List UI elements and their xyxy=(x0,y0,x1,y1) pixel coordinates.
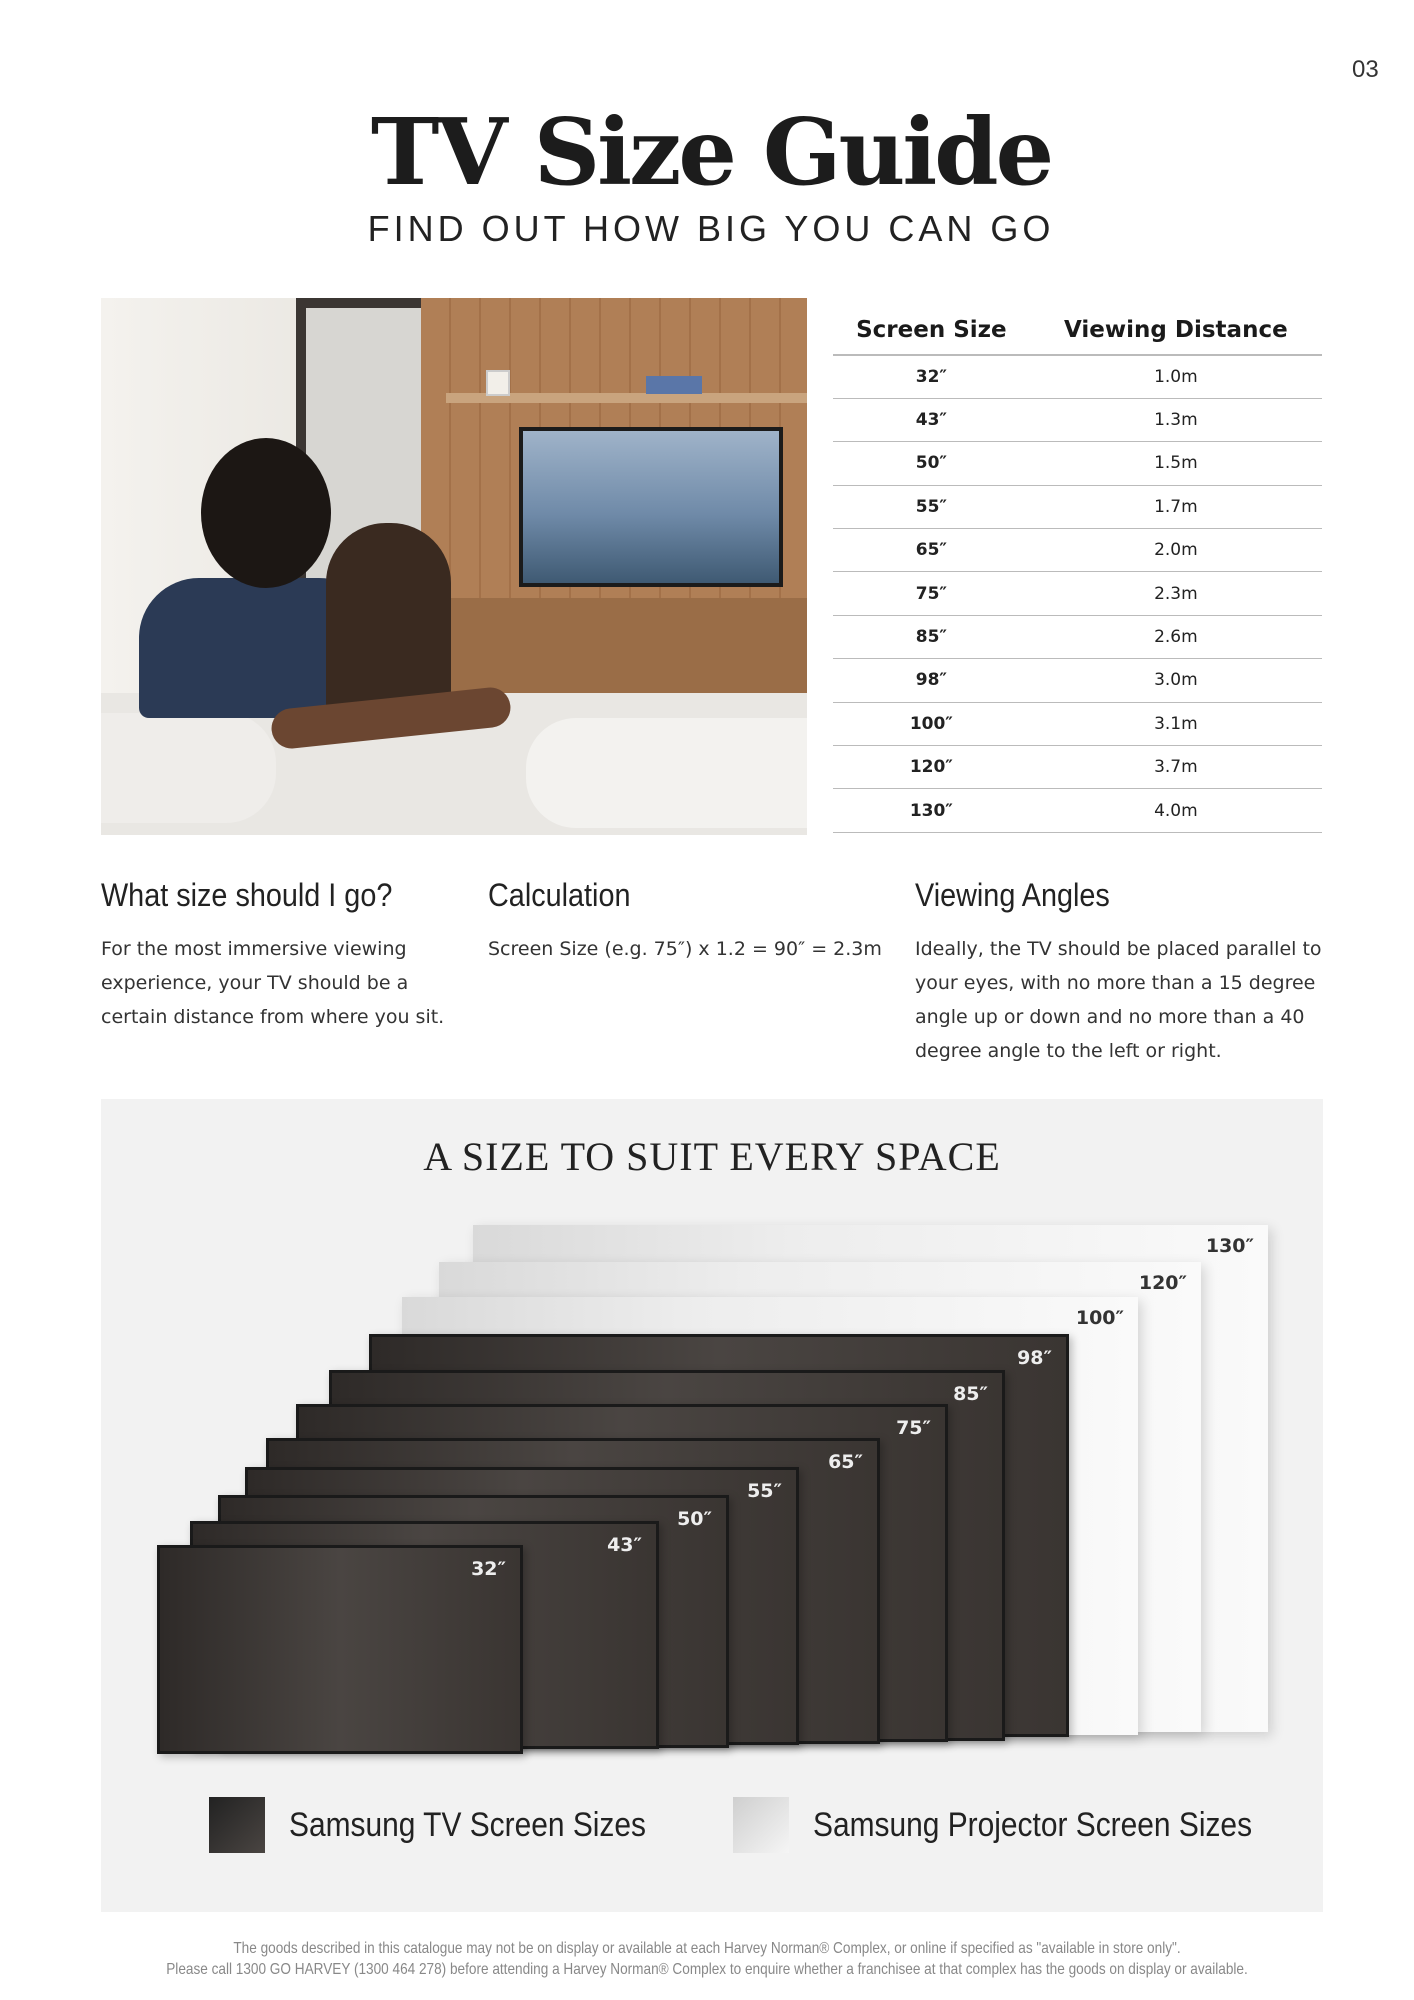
table-row xyxy=(833,485,1322,528)
table-row xyxy=(833,572,1322,615)
size-label: 130″ xyxy=(1205,1235,1254,1257)
legend-label: Samsung TV Screen Sizes xyxy=(289,1805,647,1844)
living-room-photo xyxy=(101,298,807,835)
size-label: 100″ xyxy=(1075,1307,1124,1329)
legend-label: Samsung Projector Screen Sizes xyxy=(813,1805,1253,1844)
screen-size-cell: 75″ xyxy=(833,572,1030,615)
page-number: 03 xyxy=(1352,56,1379,83)
size-label: 120″ xyxy=(1138,1272,1187,1294)
size-label: 32″ xyxy=(471,1558,506,1580)
projector-swatch-icon xyxy=(733,1797,789,1853)
info-calculation xyxy=(488,877,888,966)
info-body: Ideally, the TV should be placed parallel to your eyes, with no more than a 15 degree angle up or down and no more than a 40 degree angle to the left or right. xyxy=(915,938,1322,1062)
page-title: TV Size Guide xyxy=(370,98,1052,206)
table-row xyxy=(833,789,1322,832)
disclaimer-line: The goods described in this catalogue may not be on display or available at each Harvey Norman® Complex, or online if specified as "available in store only". xyxy=(233,1940,1181,1957)
viewing-distance-cell: 3.0m xyxy=(1030,659,1322,702)
tv-swatch-icon xyxy=(209,1797,265,1853)
viewing-distance-cell: 2.6m xyxy=(1030,615,1322,658)
viewing-distance-cell: 1.3m xyxy=(1030,398,1322,441)
screen-size-cell: 65″ xyxy=(833,529,1030,572)
info-size xyxy=(101,877,461,1034)
viewing-distance-cell: 2.3m xyxy=(1030,572,1322,615)
size-distance-table xyxy=(833,305,1322,833)
viewing-distance-cell: 2.0m xyxy=(1030,529,1322,572)
screen-size-cell: 55″ xyxy=(833,485,1030,528)
viewing-distance-cell: 4.0m xyxy=(1030,789,1322,832)
size-label: 55″ xyxy=(747,1480,782,1502)
table-row xyxy=(833,398,1322,441)
legend-tv xyxy=(209,1797,695,1853)
info-body: For the most immersive viewing experience, your TV should be a certain distance from where you sit. xyxy=(101,938,445,1028)
screen-size-cell: 85″ xyxy=(833,615,1030,658)
info-viewing-angles xyxy=(915,877,1335,1068)
screen-size-cell: 50″ xyxy=(833,442,1030,485)
viewing-distance-cell: 1.5m xyxy=(1030,442,1322,485)
viewing-distance-cell: 1.7m xyxy=(1030,485,1322,528)
size-label: 50″ xyxy=(677,1508,712,1530)
column-header: Viewing Distance xyxy=(1030,305,1322,355)
screen-size-cell: 120″ xyxy=(833,746,1030,789)
screen-size-cell: 43″ xyxy=(833,398,1030,441)
comparison-title: A SIZE TO SUIT EVERY SPACE xyxy=(423,1134,1001,1179)
screen-size-cell: 100″ xyxy=(833,702,1030,745)
size-label: 65″ xyxy=(828,1451,863,1473)
size-label: 85″ xyxy=(953,1383,988,1405)
disclaimer-line: Please call 1300 GO HARVEY (1300 464 278) before attending a Harvey Norman® Complex to enquire whether a franchisee at that complex has the goods on display or available. xyxy=(166,1961,1248,1978)
viewing-distance-cell: 3.7m xyxy=(1030,746,1322,789)
size-label: 98″ xyxy=(1017,1347,1052,1369)
size-label: 43″ xyxy=(607,1534,642,1556)
table-row xyxy=(833,702,1322,745)
table-row xyxy=(833,659,1322,702)
size-label: 75″ xyxy=(896,1417,931,1439)
column-header: Screen Size xyxy=(833,305,1030,355)
table-row xyxy=(833,746,1322,789)
screen-size-cell: 130″ xyxy=(833,789,1030,832)
legend-projector xyxy=(733,1797,1312,1853)
footer-disclaimer xyxy=(106,1938,1308,1980)
screen-size-cell: 32″ xyxy=(833,355,1030,398)
page-subtitle: FIND OUT HOW BIG YOU CAN GO xyxy=(367,208,1055,249)
table-row xyxy=(833,529,1322,572)
screen-size-cell: 98″ xyxy=(833,659,1030,702)
viewing-distance-cell: 3.1m xyxy=(1030,702,1322,745)
table-row xyxy=(833,615,1322,658)
viewing-distance-cell: 1.0m xyxy=(1030,355,1322,398)
info-heading: Viewing Angles xyxy=(915,877,1110,913)
info-body: Screen Size (e.g. 75″) x 1.2 = 90″ = 2.3m xyxy=(488,938,882,960)
info-heading: What size should I go? xyxy=(101,877,393,913)
tv-screen-32 xyxy=(157,1545,523,1754)
info-heading: Calculation xyxy=(488,877,631,913)
table-row xyxy=(833,355,1322,398)
table-row xyxy=(833,442,1322,485)
